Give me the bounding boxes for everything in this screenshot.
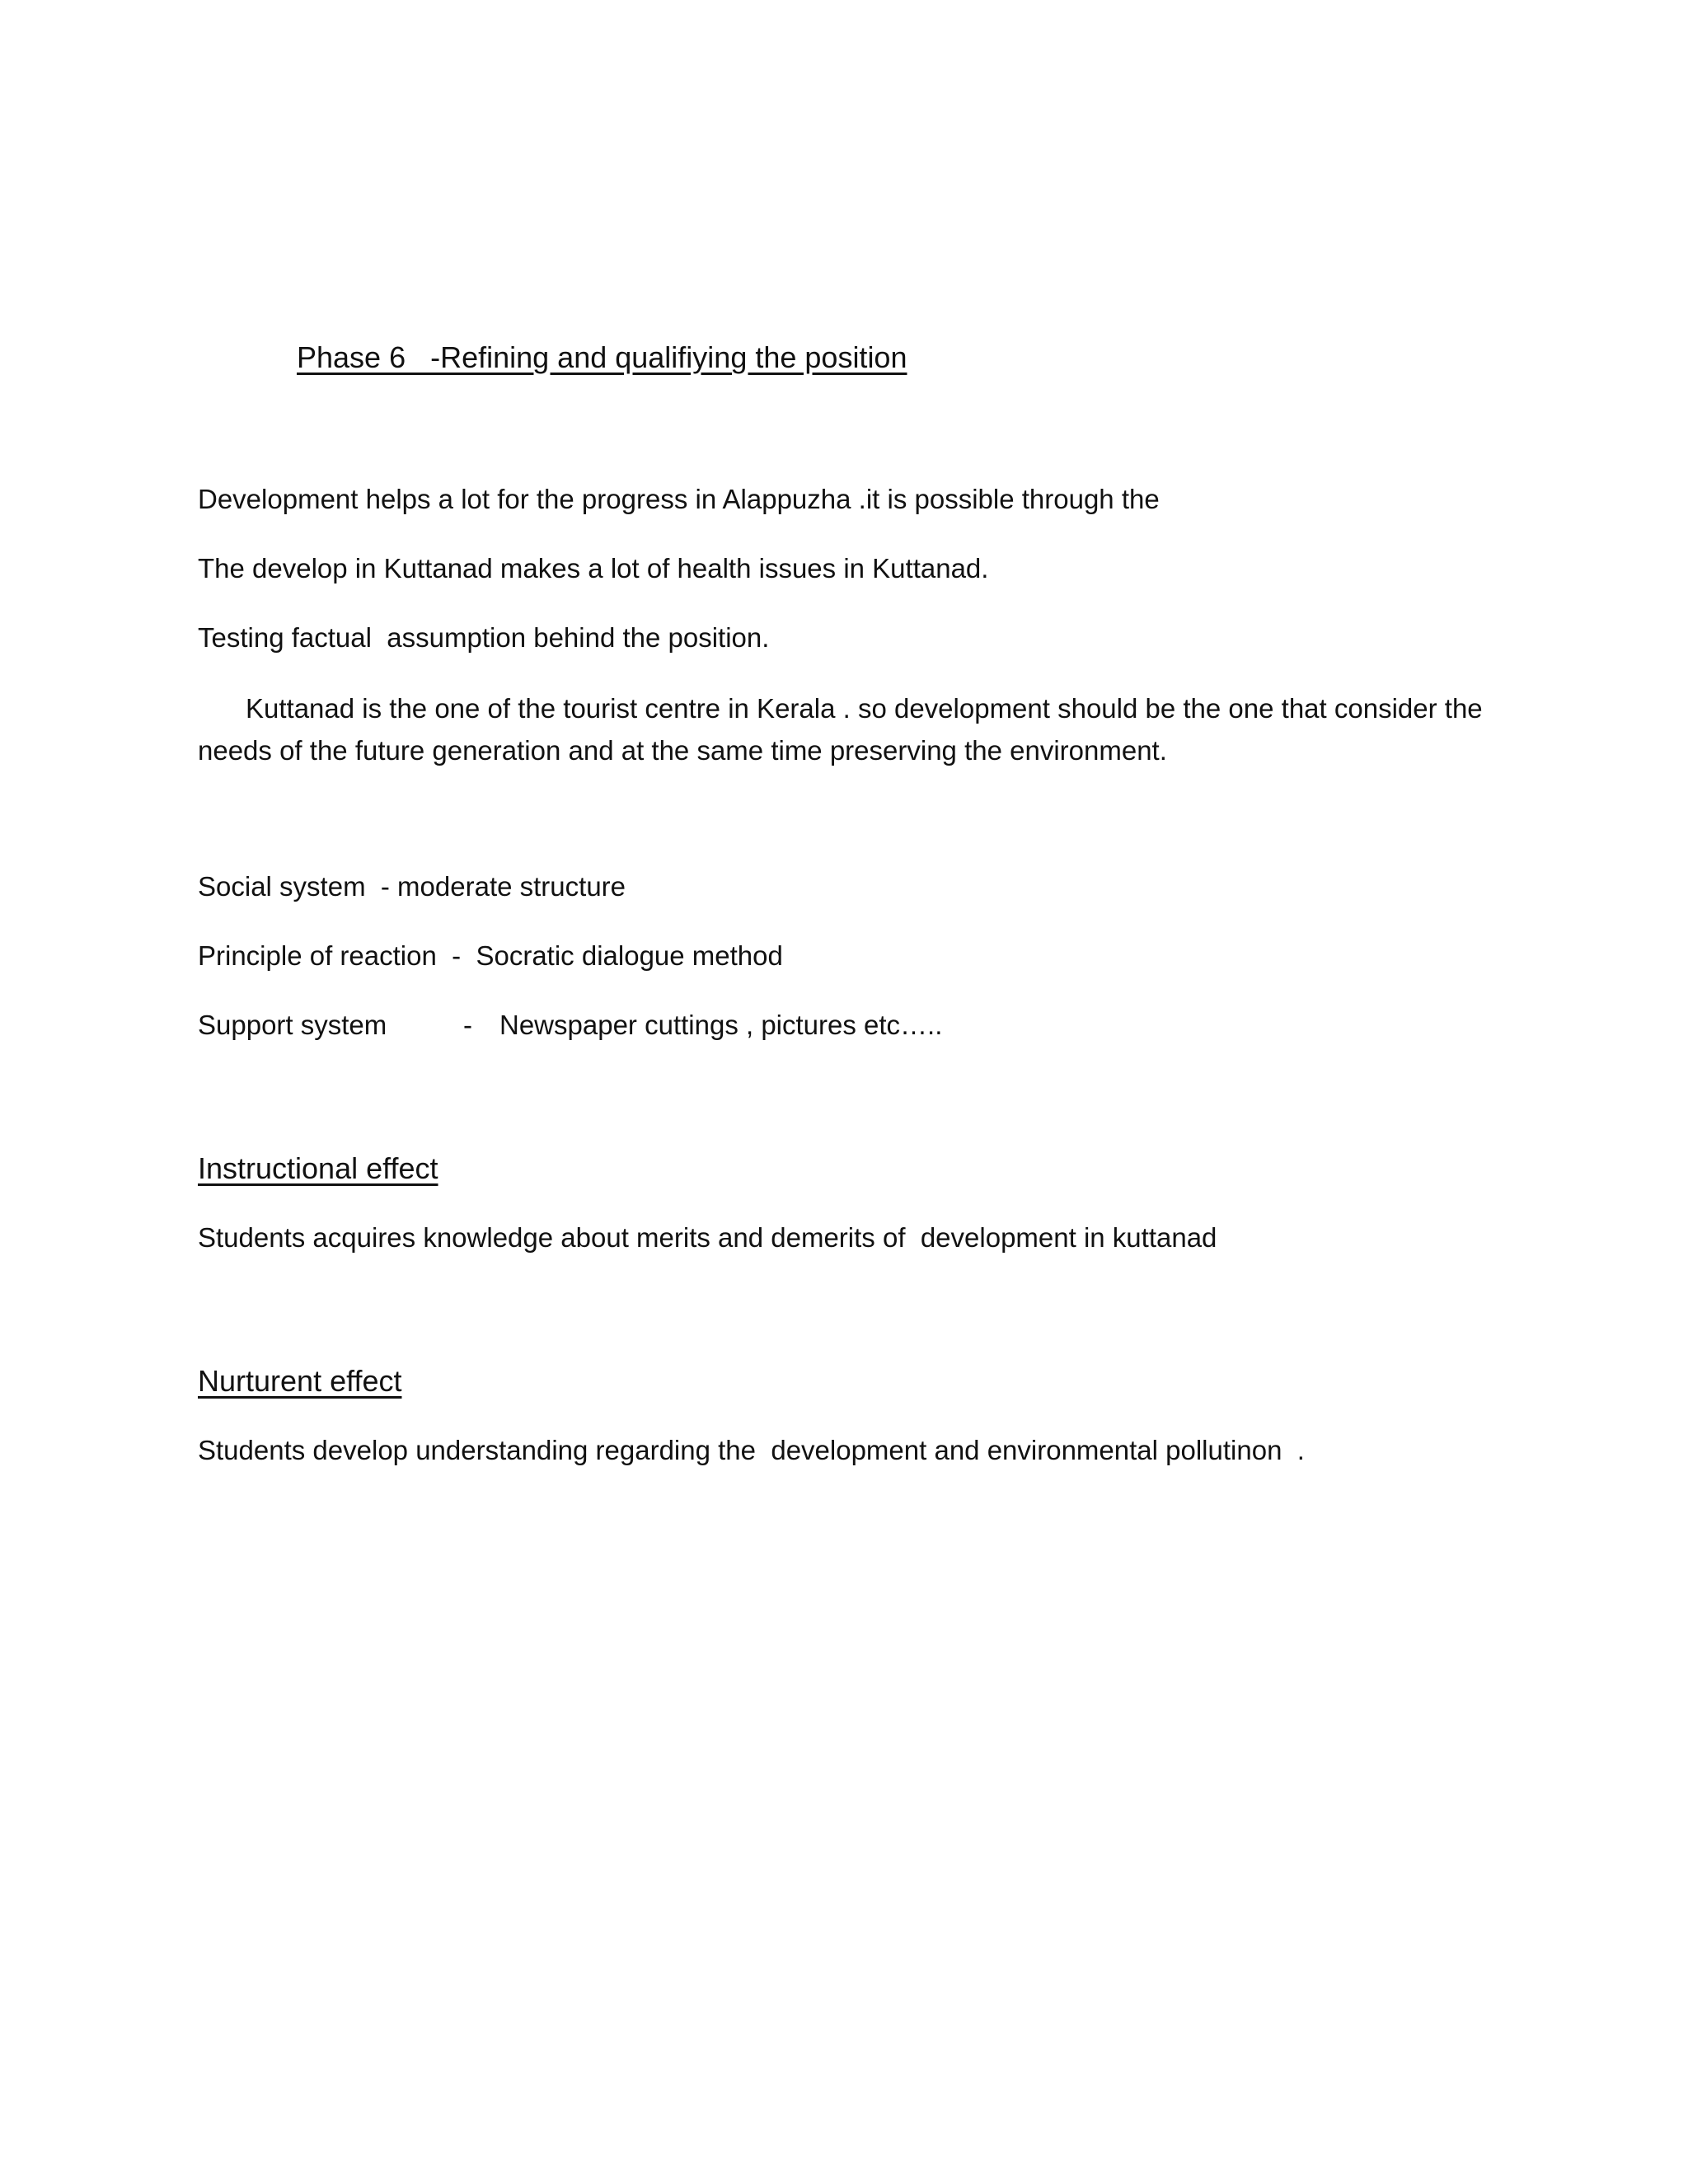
text-line-principle-of-reaction: Principle of reaction - Socratic dialogue method [198,940,783,971]
heading-instructional-effect: Instructional effect [198,1151,438,1185]
text-line-instructional-effect: Students acquires knowledge about merits and demerits of development in kuttanad [198,1222,1217,1253]
paragraph-kuttanad: Kuttanad is the one of the tourist centre in Kerala . so development should be the one that consider the needs of the future generation and at the same time preserving the environment. [198,693,1483,766]
text-line-development: Development helps a lot for the progress in Alappuzha .it is possible through the [198,484,1160,514]
support-system-value: Newspaper cuttings , pictures etc….. [499,1010,943,1040]
support-system-label: Support system [198,1010,387,1040]
heading-nurturent-effect: Nurturent effect [198,1364,402,1398]
support-system-dash: - [463,1010,472,1040]
page-title: Phase 6 -Refining and qualifiying the position [297,340,907,374]
text-line-develop-kuttanad: The develop in Kuttanad makes a lot of health issues in Kuttanad. [198,553,989,583]
text-line-nurturent-effect: Students develop understanding regarding the development and environmental pollutinon . [198,1435,1305,1465]
text-line-social-system: Social system - moderate structure [198,871,626,902]
text-line-support-system [198,1009,942,1042]
text-line-testing: Testing factual assumption behind the position. [198,622,770,653]
